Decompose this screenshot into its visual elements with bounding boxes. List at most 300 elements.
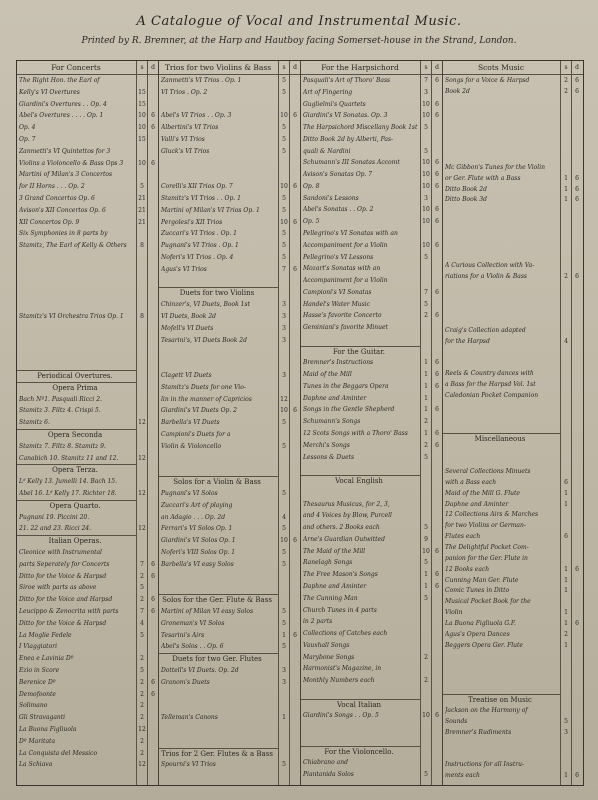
price-shillings: 8 xyxy=(140,313,144,320)
catalogue-entry: Merchi's Songs xyxy=(303,441,350,449)
price-pence: 6 xyxy=(293,218,297,226)
catalogue-entry: 12 Books each xyxy=(445,565,490,573)
page-title: A Catalogue of Vocal and Instrumental Music. xyxy=(136,14,462,29)
price-shillings: 2 xyxy=(424,677,428,685)
catalogue-entry: parts Seperately for Concerts xyxy=(19,560,110,568)
price-shillings: 10 xyxy=(138,112,146,120)
price-pence: 6 xyxy=(293,265,297,273)
price-pence: 6 xyxy=(435,159,439,167)
catalogue-entry: and 4 Voices by Blow, Purcell xyxy=(303,512,392,520)
price-pence: 6 xyxy=(435,406,439,414)
pence-heading: d xyxy=(293,64,297,71)
catalogue-entry: Martini of Milan's VI Trios Op. 1 xyxy=(161,206,260,214)
catalogue-entry: Pugnani's VI Trios . Op. 1 xyxy=(161,242,239,250)
price-shillings: 3 xyxy=(282,336,286,344)
catalogue-entry: Ditto Book 2d by Alberti, Pas- xyxy=(303,135,394,143)
catalogue-entry: Ditto for the Voice & Harpsd xyxy=(19,619,107,627)
price-pence: 6 xyxy=(575,87,579,95)
section-heading: Vocal English xyxy=(335,477,383,486)
price-shillings: 7 xyxy=(282,265,286,273)
price-shillings: 10 xyxy=(280,407,288,415)
catalogue-entry: Cleonice with Instrumental xyxy=(19,549,102,556)
price-pence: 6 xyxy=(435,359,439,367)
catalogue-entry: an Adagio . . . Op. 2d xyxy=(161,513,226,521)
section-rule xyxy=(159,748,278,749)
price-shillings: 1 xyxy=(564,500,568,508)
catalogue-entry: Beggers Opera Ger. Flute xyxy=(445,641,523,649)
header-rule xyxy=(159,74,300,75)
price-shillings: 5 xyxy=(424,453,428,461)
price-shillings: 10 xyxy=(422,171,430,179)
catalogue-entry: Cunning Man Ger. Flute xyxy=(445,576,519,584)
shillings-heading: s xyxy=(282,64,286,71)
price-shillings: 10 xyxy=(280,183,288,191)
price-shillings: 3 xyxy=(564,728,568,736)
catalogue-entry: Dº Maritata xyxy=(19,737,56,745)
price-shillings: 5 xyxy=(282,230,286,238)
section-heading: Trios for 2 Ger. Flutes & a Bass xyxy=(161,749,273,758)
section-rule xyxy=(159,594,278,595)
section-rule xyxy=(159,476,278,477)
price-shillings: 3 xyxy=(424,88,428,96)
price-shillings: 10 xyxy=(422,182,430,190)
section-heading: Solos for the Ger. Flute & Bass xyxy=(162,596,272,605)
catalogue-entry: Zuccari's Art of playing xyxy=(161,501,233,509)
catalogue-entry: Granom's Duets xyxy=(161,678,210,686)
section-heading: Duets for two Violins xyxy=(179,289,255,298)
catalogue-entry: Chinzer's, VI Duets, Book 1st xyxy=(161,301,250,309)
catalogue-entry: Daphne and Aminter xyxy=(303,394,367,402)
price-pence: 6 xyxy=(151,596,155,604)
price-shillings: 5 xyxy=(140,584,144,592)
catalogue-entry: Abel's VI Trios . . Op. 3 xyxy=(161,112,232,120)
catalogue-column-2 xyxy=(159,61,301,785)
catalogue-entry: Martini of Milan VI easy Solos xyxy=(161,608,254,615)
price-rule xyxy=(571,61,572,785)
catalogue-column-4 xyxy=(443,61,583,785)
price-shillings: 5 xyxy=(282,254,286,261)
price-shillings: 12 xyxy=(138,525,146,533)
catalogue-entry: Abel 16. Lᵈ Kelly 17. Richter 18. xyxy=(19,490,117,497)
catalogue-entry: Craig's Collection adapted xyxy=(445,326,526,334)
price-shillings: 10 xyxy=(422,712,430,720)
price-shillings: 2 xyxy=(140,737,144,745)
catalogue-entry: Op. 8 xyxy=(303,182,320,190)
section-rule xyxy=(17,464,136,465)
page-subtitle: Printed by R. Bremner, at the Harp and Hautboy facing Somerset-house in the Strand, London. xyxy=(81,36,517,46)
section-rule xyxy=(443,433,560,434)
catalogue-entry: or Ger. Flute with a Bass xyxy=(445,174,521,182)
price-shillings: 5 xyxy=(140,631,144,639)
price-shillings: 5 xyxy=(282,136,286,143)
catalogue-entry: Stamitz 3. Filtz 4. Crispi 5. xyxy=(19,407,101,415)
price-shillings: 5 xyxy=(282,490,286,497)
catalogue-entry: XII Concertos Op. 9 xyxy=(19,218,80,226)
catalogue-entry: Abel's Solos . . Op. 6 xyxy=(161,643,224,651)
price-shillings: 3 xyxy=(424,194,428,202)
section-heading: Treatise on Music xyxy=(468,696,532,705)
catalogue-entry: Daphne and Aminter xyxy=(303,582,367,590)
price-shillings: 21 xyxy=(138,195,146,202)
catalogue-entry: Ranelagh Songs xyxy=(303,559,353,567)
section-rule xyxy=(17,370,136,371)
catalogue-entry: Monthly Numbers each xyxy=(303,677,375,685)
price-shillings: 4 xyxy=(282,513,286,521)
price-pence: 6 xyxy=(575,772,579,780)
price-shillings: 3 xyxy=(282,301,286,309)
catalogue-entry: VI Duets, Book 2d xyxy=(161,313,216,320)
catalogue-entry: Giardini's VI Duets Op. 2 xyxy=(161,407,237,415)
catalogue-column-1 xyxy=(17,61,159,785)
price-shillings: 1 xyxy=(424,430,428,437)
catalogue-entry: Telleman's Canons xyxy=(161,714,218,722)
catalogue-entry: Several Collections Minuets xyxy=(445,468,531,475)
catalogue-entry: riations for a Violin & Bass xyxy=(445,272,528,280)
price-shillings: 1 xyxy=(424,371,428,379)
price-shillings: 3 xyxy=(282,313,286,320)
section-heading: Miscellaneous xyxy=(474,435,526,444)
price-shillings: 2 xyxy=(424,312,428,320)
price-shillings: 7 xyxy=(140,560,144,568)
catalogue-entry: Avison's XII Concertos Op. 6 xyxy=(19,206,106,214)
catalogue-entry: Giardini's VI Sonatas. Op. 3 xyxy=(303,112,388,120)
section-rule xyxy=(17,500,136,501)
price-shillings: 5 xyxy=(282,147,286,155)
catalogue-entry: Corelli's XII Trios Op. 7 xyxy=(161,183,233,191)
price-shillings: 12 xyxy=(138,761,146,769)
catalogue-entry: quali & Nardini xyxy=(303,147,351,155)
catalogue-entry: Vauxhall Songs xyxy=(303,641,350,649)
price-shillings: 1 xyxy=(282,631,286,639)
price-shillings: 1 xyxy=(564,174,568,182)
catalogue-entry: for II Horns . . . Op. 2 xyxy=(19,183,85,191)
price-rule xyxy=(289,61,290,785)
price-shillings: 15 xyxy=(138,100,146,108)
catalogue-entry: Six Symphonies in 8 parts by xyxy=(19,230,108,238)
price-pence: 6 xyxy=(151,560,155,568)
price-shillings: 1 xyxy=(424,582,428,590)
price-shillings: 21 xyxy=(138,218,146,226)
section-heading: Solos for a Violin & Bass xyxy=(173,478,261,487)
price-pence: 6 xyxy=(293,112,297,120)
catalogue-entry: Gli Stravaganti xyxy=(19,714,66,722)
catalogue-entry: La Conquista del Messico xyxy=(19,749,98,757)
catalogue-entry: Canabich 10. Stamitz 11 and 12. xyxy=(19,454,119,462)
catalogue-entry: Pasquali's Art of Thoro' Bass xyxy=(303,77,391,84)
pence-heading: d xyxy=(151,64,155,71)
price-shillings: 10 xyxy=(422,159,430,167)
catalogue-entry: Tesarini's, VI Duets Book 2d xyxy=(161,336,247,344)
price-pence: 6 xyxy=(435,582,439,590)
catalogue-entry: Op. 4 xyxy=(19,124,36,132)
catalogue-entry: a Bass for the Harpsd Vol. 1st xyxy=(445,381,536,389)
column-header: For Concerts xyxy=(51,63,101,72)
catalogue-entry: Stamitz 7. Filtz 8. Stamitz 9. xyxy=(19,442,106,450)
price-shillings: 10 xyxy=(422,100,430,108)
price-rule xyxy=(560,61,561,785)
catalogue-entry: Siroe with parts as above xyxy=(19,584,97,592)
price-shillings: 2 xyxy=(140,572,144,580)
price-shillings: 1 xyxy=(424,359,428,367)
price-shillings: 1 xyxy=(564,196,568,204)
price-shillings: 5 xyxy=(424,771,428,779)
section-rule xyxy=(159,287,278,288)
catalogue-entry: Comic Tunes in Ditto xyxy=(445,587,510,595)
shillings-heading: s xyxy=(564,64,568,71)
catalogue-entry: Accompaniment for a Violin xyxy=(303,241,388,249)
price-shillings: 2 xyxy=(140,655,144,663)
catalogue-entry: Gluck's VI Trios xyxy=(161,147,210,155)
section-rule xyxy=(443,694,560,695)
catalogue-entry: The Cunning Man xyxy=(303,594,358,602)
price-shillings: 1 xyxy=(564,576,568,584)
price-shillings: 8 xyxy=(140,242,144,250)
price-pence: 6 xyxy=(435,371,439,379)
price-shillings: 2 xyxy=(140,702,144,710)
price-shillings: 10 xyxy=(422,547,430,555)
catalogue-entry: and others. 2 Books each xyxy=(303,524,380,532)
section-rule xyxy=(17,382,136,383)
catalogue-entry: Agus's Opera Dances xyxy=(445,630,510,638)
price-shillings: 12 xyxy=(138,419,146,427)
catalogue-entry: Mc Gibbon's Tunes for the Violin xyxy=(445,163,545,171)
price-shillings: 5 xyxy=(282,608,286,615)
catalogue-entry: Songs in the Gentle Shepherd xyxy=(303,406,395,414)
section-heading: Opera Prima xyxy=(52,383,98,392)
catalogue-entry: 12 Scots Songs with a Thoro' Bass xyxy=(303,430,408,437)
catalogue-table xyxy=(16,60,584,786)
catalogue-entry: Pergolesi's XII Trios xyxy=(161,218,223,226)
catalogue-entry: Stamitz's Duets for one Vio- xyxy=(161,383,246,391)
catalogue-entry: Bremner's Rudiments xyxy=(445,728,512,736)
section-heading: Opera Terza. xyxy=(52,466,98,475)
section-heading: Duets for two Ger. Flutes xyxy=(172,655,262,664)
catalogue-entry: Dottell's VI Duets. Op. 2d xyxy=(161,667,239,674)
catalogue-entry: Pugnani's VI Solos xyxy=(161,490,218,497)
price-pence: 6 xyxy=(151,608,155,615)
catalogue-entry: Stamitz's VI Orchestra Trios Op. 1 xyxy=(19,313,124,320)
price-pence: 6 xyxy=(575,174,579,182)
section-rule xyxy=(301,475,420,476)
price-shillings: 10 xyxy=(422,218,430,226)
catalogue-entry: The Right Hon. the Earl of xyxy=(19,77,100,84)
price-shillings: 12 xyxy=(280,395,288,403)
price-pence: 6 xyxy=(293,537,297,545)
price-shillings: 2 xyxy=(140,678,144,686)
catalogue-entry: Ditto Book 2d xyxy=(445,185,487,193)
section-heading: Opera Seconda xyxy=(47,431,103,439)
catalogue-entry: Accompaniment for a Violin xyxy=(303,277,388,285)
catalogue-entry: Guglielmi's Quartets xyxy=(303,100,366,108)
price-shillings: 1 xyxy=(424,406,428,414)
catalogue-entry: The Delightful Pocket Com- xyxy=(445,544,529,552)
price-shillings: 21 xyxy=(138,206,146,214)
section-heading: For the Violoncello. xyxy=(324,747,394,756)
price-shillings: 5 xyxy=(282,206,286,214)
catalogue-entry: Stamitz 6. xyxy=(19,419,50,427)
price-shillings: 10 xyxy=(138,124,146,132)
catalogue-entry: 12 Collections Airs & Marches xyxy=(445,511,539,519)
shillings-heading: s xyxy=(140,64,144,71)
price-shillings: 10 xyxy=(422,112,430,120)
price-shillings: 15 xyxy=(138,88,146,96)
catalogue-entry: Reels & Country dances with xyxy=(445,370,534,378)
header-rule xyxy=(17,74,158,75)
price-shillings: 1 xyxy=(564,620,568,628)
price-shillings: 2 xyxy=(564,77,568,84)
price-pence: 6 xyxy=(435,77,439,84)
price-pence: 6 xyxy=(435,100,439,108)
price-rule xyxy=(431,61,432,785)
header-rule xyxy=(443,74,583,75)
price-shillings: 5 xyxy=(282,242,286,250)
catalogue-entry: Flutes each xyxy=(445,533,481,541)
catalogue-entry: Bach Nº1. Pasquali Ricci 2. xyxy=(19,395,102,403)
price-shillings: 2 xyxy=(140,714,144,722)
price-shillings: 9 xyxy=(424,535,428,543)
catalogue-entry: Kelly's VI Overtures xyxy=(19,88,80,96)
price-shillings: 2 xyxy=(564,87,568,95)
catalogue-entry: Noferi's VI Trios . Op. 4 xyxy=(161,254,234,261)
price-shillings: 10 xyxy=(422,206,430,214)
price-pence: 6 xyxy=(293,407,297,415)
catalogue-entry: Handel's Water Music xyxy=(303,300,370,308)
catalogue-entry: for two Violins or German- xyxy=(445,522,526,530)
catalogue-entry: Pugnani 19. Piccini 20. xyxy=(19,513,90,521)
price-shillings: 1 xyxy=(424,394,428,402)
catalogue-entry: Chiabrano and xyxy=(303,759,348,767)
price-shillings: 2 xyxy=(564,272,568,280)
catalogue-entry: Solimano xyxy=(19,702,48,710)
price-shillings: 5 xyxy=(140,667,144,674)
price-shillings: 5 xyxy=(424,124,428,132)
catalogue-entry: Zanmetti's VI Quintettos for 3 xyxy=(19,147,111,155)
price-pence: 6 xyxy=(575,565,579,573)
price-shillings: 4 xyxy=(564,337,568,345)
catalogue-entry: La Schiava xyxy=(19,761,53,769)
price-pence: 6 xyxy=(435,571,439,579)
price-shillings: 2 xyxy=(564,630,568,638)
price-shillings: 5 xyxy=(282,195,286,202)
catalogue-entry: Bremner's Instructions xyxy=(303,359,374,367)
price-pence: 6 xyxy=(435,171,439,179)
catalogue-entry: Tesarini's Airs xyxy=(161,631,205,639)
price-shillings: 2 xyxy=(424,441,428,449)
price-shillings: 1 xyxy=(564,609,568,617)
catalogue-entry: for the Harpsd xyxy=(445,337,490,345)
price-shillings: 3 xyxy=(282,667,286,674)
price-shillings: 5 xyxy=(282,442,286,450)
catalogue-entry: Zuccari's VI Trios . Op. 1 xyxy=(161,230,237,238)
catalogue-entry: Art of Fingering xyxy=(303,88,353,96)
catalogue-entry: The Harpsichord Miscellany Book 1st xyxy=(303,124,418,132)
price-shillings: 7 xyxy=(424,77,428,84)
column-header: Scots Music xyxy=(477,63,525,72)
price-shillings: 7 xyxy=(140,608,144,615)
catalogue-entry: Collections of Catches each xyxy=(303,630,388,638)
price-shillings: 5 xyxy=(282,761,286,769)
catalogue-entry: Ezio in Score xyxy=(19,667,60,674)
catalogue-entry: Giardini's Overtures . . Op. 4 xyxy=(19,100,107,108)
catalogue-entry: Valli's VI Trios xyxy=(161,136,205,143)
pence-heading: d xyxy=(435,64,439,71)
price-shillings: 3 xyxy=(282,678,286,686)
price-shillings: 5 xyxy=(282,88,286,96)
price-shillings: 5 xyxy=(282,619,286,627)
price-shillings: 5 xyxy=(282,549,286,556)
price-shillings: 15 xyxy=(138,136,146,143)
price-shillings: 5 xyxy=(140,183,144,191)
price-pence: 6 xyxy=(151,124,155,132)
catalogue-entry: Maid of the Mill xyxy=(303,371,352,379)
price-shillings: 5 xyxy=(424,300,428,308)
catalogue-entry: Mofell's VI Duets xyxy=(161,324,214,332)
catalogue-entry: Daphne and Aminter xyxy=(445,500,509,508)
price-shillings: 6 xyxy=(564,533,568,541)
pence-heading: d xyxy=(575,64,579,71)
section-rule xyxy=(301,346,420,347)
catalogue-entry: Arne's Guardian Outwitted xyxy=(303,535,385,543)
price-shillings: 5 xyxy=(282,643,286,651)
section-heading: Vocal Italian xyxy=(336,700,382,709)
price-pence: 6 xyxy=(435,206,439,214)
catalogue-entry: with a Bass each xyxy=(445,478,497,486)
price-pence: 6 xyxy=(151,572,155,580)
catalogue-entry: 3 Grand Concertos Op. 6 xyxy=(19,195,95,202)
catalogue-entry: Jackson on the Harmony of xyxy=(445,706,528,714)
catalogue-entry: Avison's Sonatas Op. 7 xyxy=(303,171,373,179)
catalogue-entry: Maid of the Mill G. Flute xyxy=(445,489,520,497)
price-shillings: 3 xyxy=(282,372,286,379)
catalogue-entry: Sandoni's Lessons xyxy=(303,194,359,202)
price-pence: 6 xyxy=(435,182,439,190)
price-shillings: 7 xyxy=(424,288,428,296)
catalogue-entry: La Buona Figliuola G.F. xyxy=(445,620,516,628)
catalogue-entry: Leucippo & Zenocrita with parts xyxy=(19,608,119,615)
catalogue-entry: Spourni's VI Trios xyxy=(161,761,216,769)
price-shillings: 1 xyxy=(282,714,286,722)
catalogue-entry: Abel's Sonatas . . Op. 2 xyxy=(303,206,374,214)
price-shillings: 2 xyxy=(140,690,144,698)
price-shillings: 1 xyxy=(564,489,568,497)
price-shillings: 5 xyxy=(424,559,428,567)
price-pence: 6 xyxy=(293,183,297,191)
price-shillings: 6 xyxy=(564,478,568,486)
price-shillings: 5 xyxy=(424,147,428,155)
section-rule xyxy=(301,699,420,700)
price-pence: 6 xyxy=(575,620,579,628)
price-shillings: 1 xyxy=(564,587,568,595)
catalogue-entry: I Viaggiatori xyxy=(19,643,57,651)
price-shillings: 2 xyxy=(424,418,428,426)
price-rule xyxy=(147,61,148,785)
catalogue-entry: Zanmetti's VI Trios . Op. 1 xyxy=(161,77,242,84)
section-heading: Periodical Overtures. xyxy=(37,372,113,380)
catalogue-entry: Barbella's VI easy Solos xyxy=(161,560,234,568)
price-shillings: 5 xyxy=(282,560,286,568)
catalogue-entry: Martini of Milan's 3 Concertos xyxy=(19,171,113,179)
section-heading: Italian Operas. xyxy=(48,537,102,546)
price-pence: 6 xyxy=(151,690,155,698)
catalogue-entry: Ditto for the Voice and Harpsd xyxy=(19,596,113,604)
catalogue-entry: Barbella's VI Duets xyxy=(161,419,220,427)
price-shillings: 2 xyxy=(140,749,144,757)
price-pence: 6 xyxy=(575,77,579,84)
price-pence: 6 xyxy=(575,196,579,204)
price-shillings: 1 xyxy=(424,571,428,579)
price-pence: 6 xyxy=(151,678,155,686)
price-shillings: 10 xyxy=(422,241,430,249)
